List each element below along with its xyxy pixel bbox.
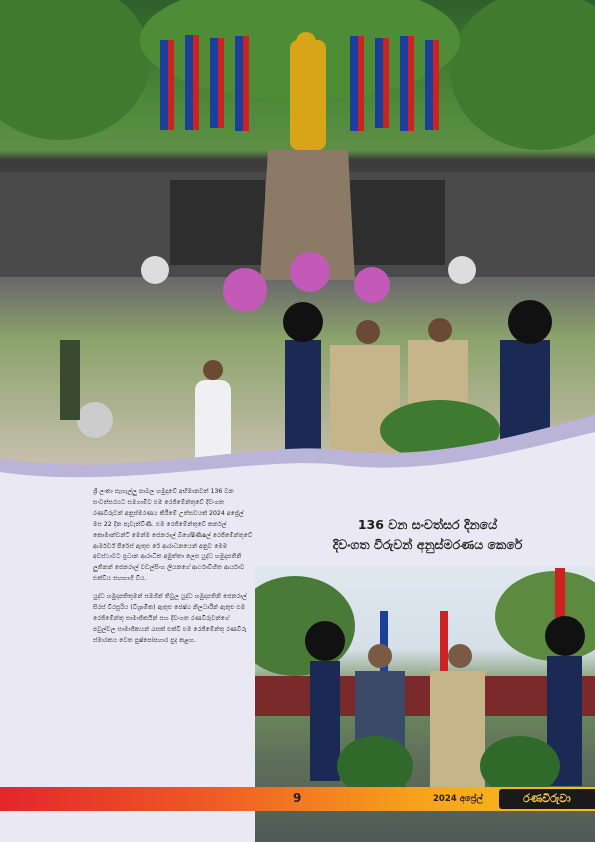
article-paragraph-1: ශ්‍රී ලංකා සැහැල්ලු පාබල හමුදාවේ අභිමානවත් 136 වන සංවත්සරයට සමගාමීව එම රෙජිමේන්තුවේ දිවංගත රණවිරුවන් අනුස්මරණය කිරීමේ උත්සවයක් 2024 අප්‍රේල් මස 22 දින පැවැත්විණි. එම රෙජිමේන්තුවේ කර්නල් කොමාන්ඩන්ට් මෙන්ම ජෙනරාල් බිශේෂිණිෂල් රෙජිමේන්තුවේ ආර්මර්ඩ් පීරේස් ඇතුළු රේ ආරාධනයෙන් අනුව මෙම අවස්ථාවට ප්‍රධාන ආරාධිත අමුත්තා ලෙස යුද්ධ හමුදාපතිනි ලුතිනන් ජෙනරාල් වඩල්සිංහ ලියනගේ ආර්ථාවිහිත ආර්යාව එක්විය සහභාගි විය. — [93, 488, 253, 583]
page-number: 9 — [293, 791, 302, 805]
issue-date: 2024 අප්‍රේල් — [433, 794, 483, 804]
article-paragraph-2: යුද්ධ හමුදාපතිතුමන් සමගින් තිවුල යුද්ධ හමුදාපතිනි ජෙනරාල් සිරස් විරසූරිය (විශ්‍රාමික) ඇතුළු ජෙෂ්ඨ නිලධාරීන් ඇතුළු එම රෙජිමේන්තු සාමාජිකයින් සහ දිවංගත රණවිරුවන්ගේ පවුල්වල සාමාජිකයන් රැසක් එක්වී එම රෙජිමේන්තු රණවිරු ස්මාරකය වෙත පුෂ්පෝපහාර පුද කළහ. — [93, 593, 247, 644]
headline-line-2: දිවංගත විරුවන් අනුස්මරණය කෙරේ — [332, 537, 523, 552]
decorative-wave — [0, 410, 595, 500]
magazine-logo: රණවිරුවා — [499, 789, 595, 809]
headline-line-1: 136 වන සංවත්සර දිනයේ — [357, 517, 498, 532]
article-body — [93, 487, 253, 654]
article-headline — [265, 515, 590, 555]
